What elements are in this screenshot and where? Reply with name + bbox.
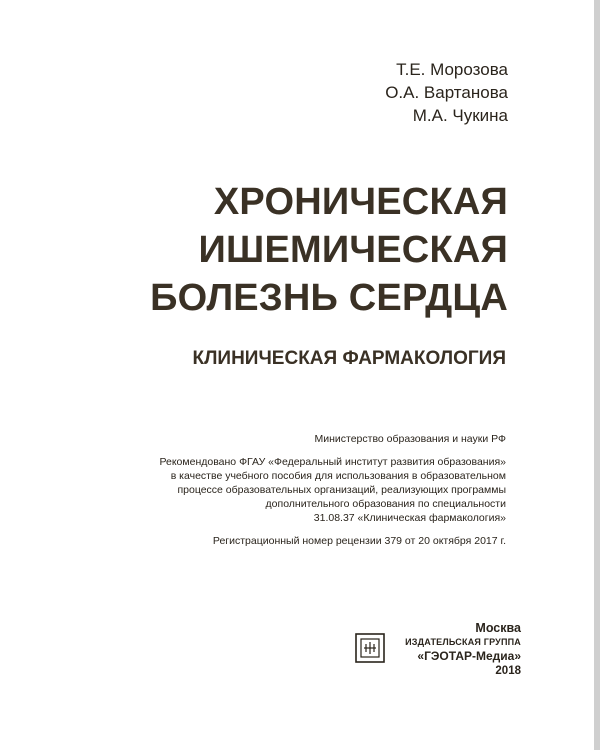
title-line: ИШЕМИЧЕСКАЯ [198, 229, 508, 271]
title-line: БОЛЕЗНЬ СЕРДЦА [150, 277, 508, 319]
ministry-line: Министерство образования и науки РФ [314, 433, 506, 445]
recommendation-line: процессе образовательных организаций, реализующих программы [177, 484, 506, 496]
authors-block [385, 58, 508, 127]
publisher-city: Москва [475, 621, 521, 635]
recommendation-line: Рекомендовано ФГАУ «Федеральный институт развития образования» [159, 456, 506, 468]
page-edge [594, 0, 600, 750]
title-line: ХРОНИЧЕСКАЯ [213, 181, 508, 223]
author-name: О.А. Вартанова [385, 83, 508, 102]
publisher-group: ИЗДАТЕЛЬСКАЯ ГРУППА [405, 637, 521, 647]
publisher-name: «ГЭОТАР-Медиа» [417, 649, 521, 663]
publication-info [159, 432, 506, 548]
publisher-text [405, 621, 521, 679]
registration-line: Регистрационный номер рецензии 379 от 20 октября 2017 г. [212, 535, 506, 547]
book-title [150, 178, 508, 322]
recommendation-block [159, 455, 506, 525]
publisher-block [355, 621, 521, 685]
publication-year: 2018 [495, 665, 521, 677]
book-subtitle: КЛИНИЧЕСКАЯ ФАРМАКОЛОГИЯ [192, 348, 506, 369]
publisher-logo-icon [355, 633, 385, 663]
recommendation-line: дополнительного образования по специальности [265, 498, 506, 510]
recommendation-line: в качестве учебного пособия для использования в образовательном [170, 470, 506, 482]
author-name: М.А. Чукина [412, 106, 508, 125]
recommendation-line: 31.08.37 «Клиническая фармакология» [313, 512, 506, 524]
author-name: Т.Е. Морозова [396, 60, 508, 79]
